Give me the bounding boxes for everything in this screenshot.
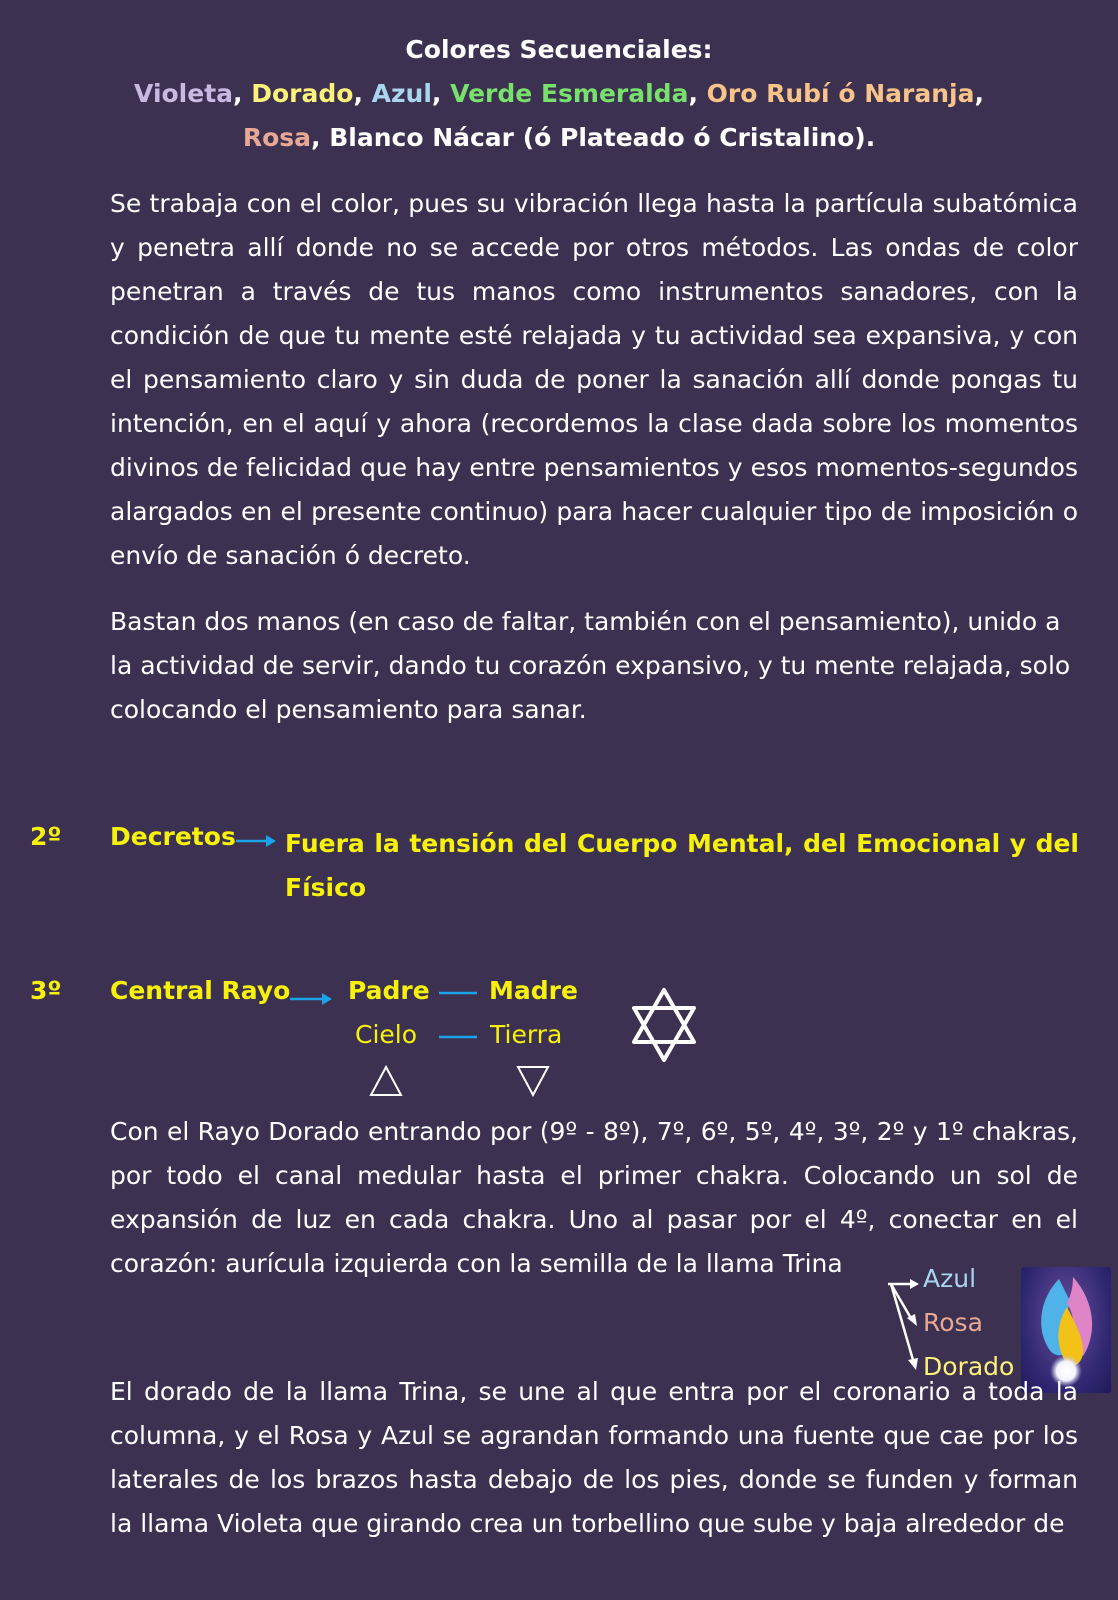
color-dorado: Dorado	[251, 79, 354, 108]
arrow-right-icon	[234, 833, 278, 849]
trina-azul-label: Azul	[923, 1264, 977, 1293]
padre-label: Padre	[348, 976, 430, 1005]
trina-dorado-label: Dorado	[923, 1352, 1015, 1381]
section-2-number: 2º	[30, 822, 62, 851]
color-blanco: , Blanco Nácar (ó Plateado ó Cristalino).	[311, 123, 876, 152]
page-title: Colores Secuenciales:	[405, 35, 713, 64]
paragraph-llama-trina: El dorado de la llama Trina, se une al que entra por el coronario a toda la columna, y el Rosa y Azul se agrandan formando una fuente que cae por los laterales de los brazos hasta debajo de los pies, donde se funden y forman la llama Violeta que girando crea un torbellino que sube y baja alrededor de	[110, 1377, 1078, 1538]
separator: ,	[431, 79, 451, 108]
separator: ,	[233, 79, 252, 108]
color-azul: Azul	[371, 79, 432, 108]
triangle-up-icon	[368, 1064, 404, 1098]
separator: ,	[974, 79, 984, 108]
color-naranja: Oro Rubí ó Naranja	[706, 79, 975, 108]
paragraph-rayo-dorado-text: Con el Rayo Dorado entrando por (9º - 8º), 7º, 6º, 5º, 4º, 3º, 2º y 1º chakras, por todo el canal medular hasta el primer chakra. Colocando un sol de expansión de luz en cada chakra. Uno al pasar por el 4º, conectar en el corazón: aurícula izquierda con la semilla de la llama Trina	[110, 1117, 1078, 1278]
cielo-label: Cielo	[355, 1020, 418, 1049]
color-violeta: Violeta	[134, 79, 234, 108]
section-3-number: 3º	[30, 976, 62, 1005]
arrow-right-icon	[288, 991, 334, 1007]
section-3-label: Central Rayo	[110, 976, 291, 1005]
separator: ,	[688, 79, 707, 108]
color-verde: Verde Esmeralda	[450, 79, 689, 108]
color-sequence-line2	[0, 116, 1118, 160]
trina-rosa-label: Rosa	[923, 1308, 983, 1337]
paragraph-color-work: Se trabaja con el color, pues su vibración llega hasta la partícula subatómica y penetra allí donde no se accede por otros métodos. Las ondas de color penetran a través de tus manos como instrumentos sanadores, con la condición de que tu mente esté relajada y tu actividad sea expansiva, y con el pensamiento claro y sin duda de poner la sanación allí donde pongas tu intención, en el aquí y ahora (recordemos la clase dada sobre los momentos divinos de felicidad que hay entre pensamientos y esos momentos-segundos alargados en el presente continuo) para hacer cualquier tipo de imposición o envío de sanación ó decreto.	[110, 189, 1078, 570]
color-rosa: Rosa	[242, 123, 311, 152]
triangle-down-icon	[515, 1064, 551, 1098]
star-of-david-icon	[628, 986, 700, 1064]
section-2-text: Fuera la tensión del Cuerpo Mental, del Emocional y del Físico	[285, 829, 1079, 902]
dash-icon	[437, 1034, 479, 1040]
dash-icon	[437, 990, 479, 996]
paragraph-rayo-dorado	[110, 1110, 1078, 1286]
header-title-block	[0, 28, 1118, 160]
madre-label: Madre	[489, 976, 578, 1005]
tierra-label: Tierra	[490, 1020, 563, 1049]
paragraph-hands: Bastan dos manos (en caso de faltar, también con el pensamiento), unido a la actividad de servir, dando tu corazón expansivo, y tu mente relajada, solo colocando el pensamiento para sanar.	[110, 607, 1071, 724]
branch-arrows-icon	[886, 1274, 922, 1384]
section-2-label: Decretos	[110, 822, 236, 851]
separator: ,	[353, 79, 372, 108]
color-sequence-line1	[0, 72, 1118, 116]
